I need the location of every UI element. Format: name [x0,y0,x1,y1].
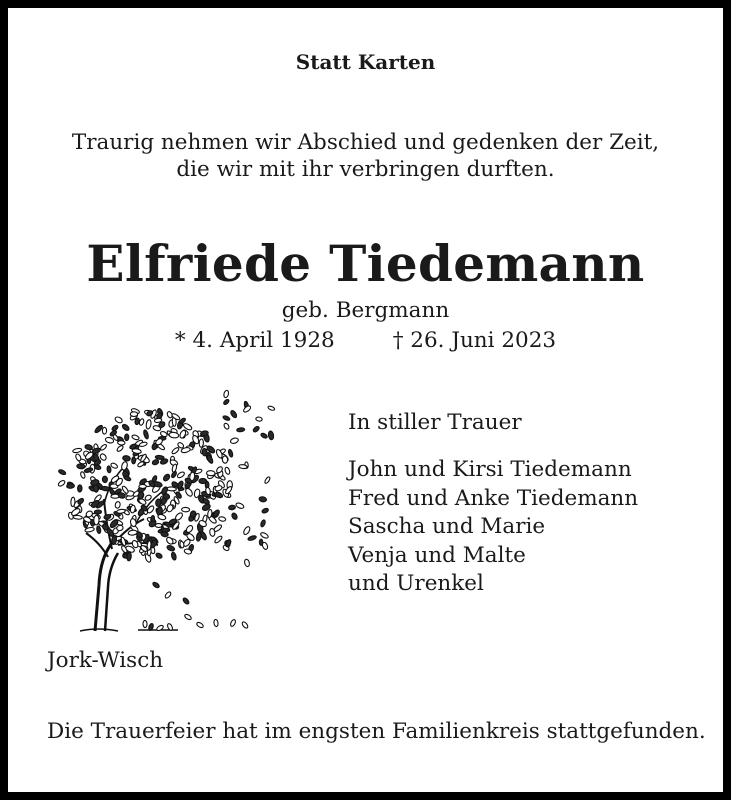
header-title: Statt Karten [295,50,436,74]
birth-date: * 4. April 1928 [174,328,335,353]
intro-text [8,129,723,183]
place-name: Jork-Wisch [47,648,164,673]
mourning-heading: In stiller Trauer [348,410,522,435]
mourner: Fred und Anke Tiedemann [348,485,639,511]
mourners-list [348,456,638,599]
mourner: Sascha und Marie [348,514,546,539]
tree-with-falling-leaves-icon [48,373,288,638]
mourner: John und Kirsi Tiedemann [348,457,632,482]
mourner: Venja und Malte [348,542,526,568]
birth-name: geb. Bergmann [281,298,450,323]
funeral-note: Die Trauerfeier hat im engsten Familienkreis stattgefunden. [47,719,706,744]
intro-line-1: Traurig nehmen wir Abschied und gedenken der Zeit, [71,130,660,155]
mourner: und Urenkel [348,571,484,596]
death-date: † 26. Juni 2023 [392,328,557,353]
intro-line-2: die wir mit ihr verbringen durften. [176,157,555,182]
deceased-name: Elfriede Tiedemann [86,234,645,293]
life-dates [8,328,723,353]
